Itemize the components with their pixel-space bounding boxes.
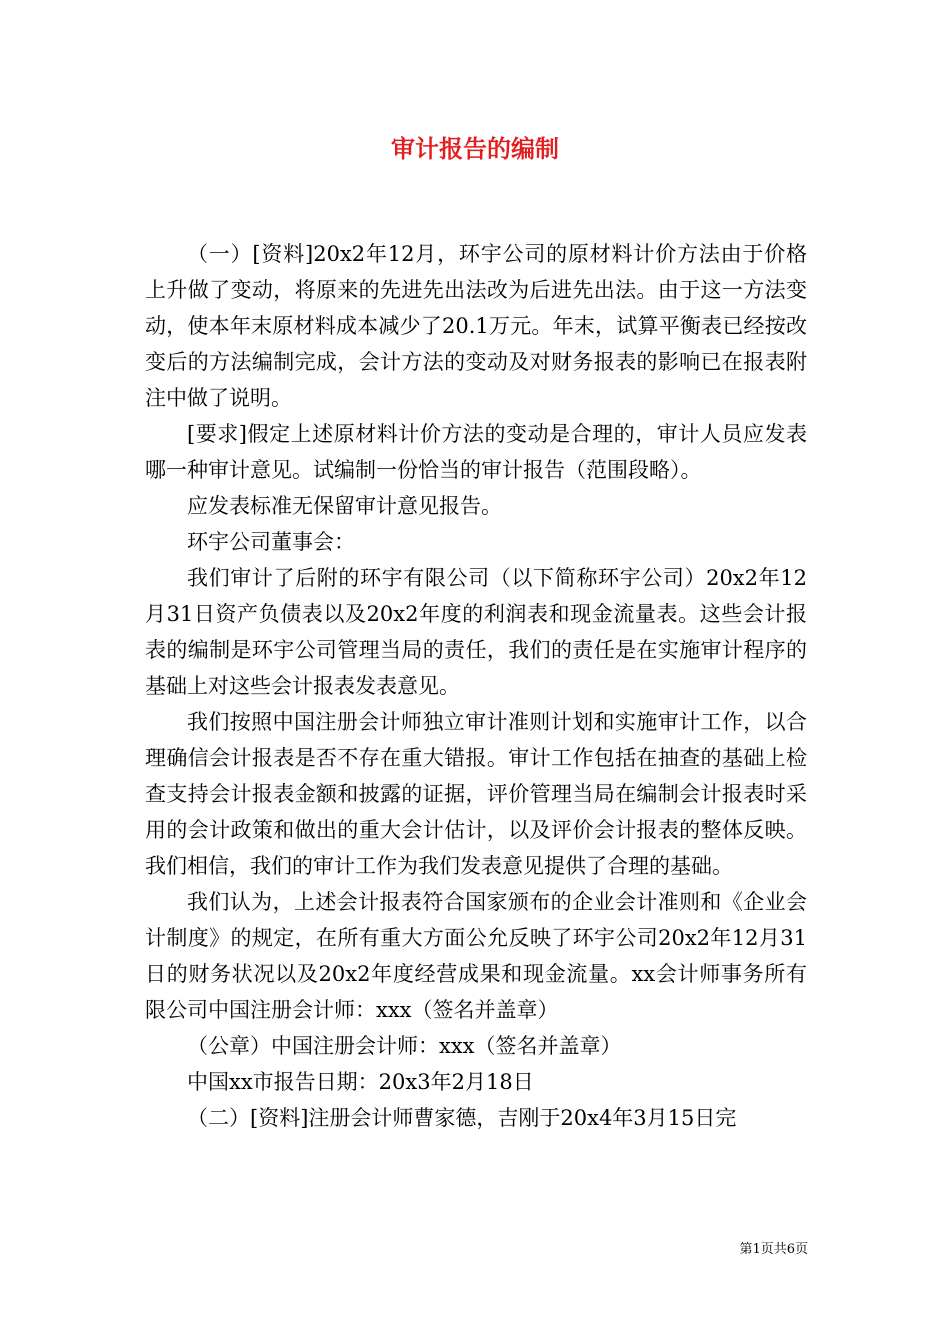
paragraph-intro: 我们审计了后附的环宇有限公司（以下简称环宇公司）20x2年12月31日资产负债表以及20x2年度的利润表和现金流量表。这些会计报表的编制是环宇公司管理当局的责任，我们的责任是在实施审计程序的基础上对这些会计报表发表意见。 (145, 566, 807, 698)
paragraph-requirement: [要求]假定上述原材料计价方法的变动是合理的，审计人员应发表哪一种审计意见。试编制一份恰当的审计报告（范围段略）。 (145, 422, 807, 482)
paragraph-material-2: （二）[资料]注册会计师曹家德，吉刚于20x4年3月15日完 (187, 1106, 737, 1130)
page-title: 审计报告的编制 (391, 134, 559, 163)
paragraph-report-date: 中国xx市报告日期：20x3年2月18日 (187, 1070, 534, 1094)
paragraph-signature: （公章）中国注册会计师：xxx（签名并盖章） (187, 1034, 622, 1058)
document-body (145, 236, 807, 1136)
paragraph-scope: 我们按照中国注册会计师独立审计准则计划和实施审计工作，以合理确信会计报表是否不存在重大错报。审计工作包括在抽查的基础上检查支持会计报表金额和披露的证据，评价管理当局在编制会计报表时采用的会计政策和做出的重大会计估计，以及评价会计报表的整体反映。我们相信，我们的审计工作为我们发表意见提供了合理的基础。 (145, 710, 807, 878)
paragraph-opinion: 我们认为，上述会计报表符合国家颁布的企业会计准则和《企业会计制度》的规定，在所有重大方面公允反映了环宇公司20x2年12月31日的财务状况以及20x2年度经营成果和现金流量。xx会计师事务所有限公司中国注册会计师：xxx（签名并盖章） (145, 890, 807, 1022)
paragraph-answer: 应发表标准无保留审计意见报告。 (187, 494, 502, 518)
paragraph-material-1: （一）[资料]20x2年12月，环宇公司的原材料计价方法由于价格上升做了变动，将原来的先进先出法改为后进先出法。由于这一方法变动，使本年末原材料成本减少了20.1万元。年末，试算平衡表已经按改变后的方法编制完成，会计方法的变动及对财务报表的影响已在报表附注中做了说明。 (145, 242, 807, 410)
page-number: 第1页共6页 (739, 1242, 808, 1257)
paragraph-addressee: 环宇公司董事会： (187, 530, 355, 554)
